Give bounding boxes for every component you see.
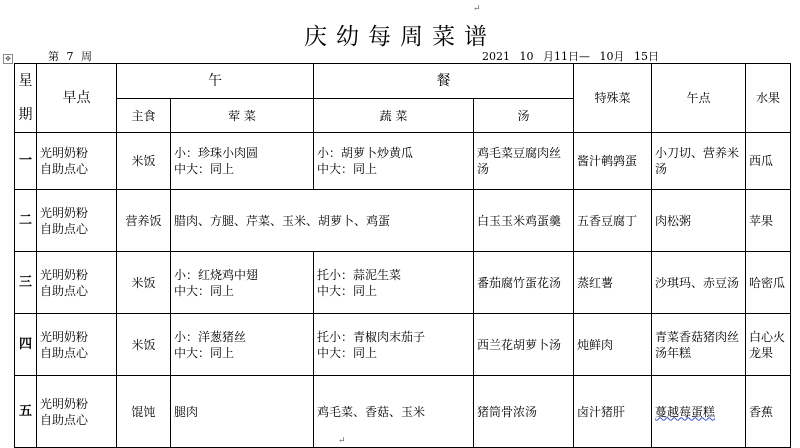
veg-line-1: 托小：蒜泥生菜 — [317, 267, 402, 282]
morning-line-2: 自助点心 — [40, 283, 89, 298]
table-row — [15, 133, 791, 190]
afternoon-cell: 蔓越莓蛋糕 — [652, 376, 746, 448]
table-move-handle-icon[interactable]: ✥ — [3, 54, 13, 64]
date-range — [482, 48, 665, 64]
afternoon-cell: 小刀切、营养米汤 — [652, 133, 746, 190]
meat-cell — [171, 314, 314, 376]
date-year: 2021 — [482, 50, 510, 63]
veg-cell: 鸡毛菜、香菇、玉米 — [314, 376, 474, 448]
soup-cell: 西兰花胡萝卜汤 — [474, 314, 574, 376]
day-cell: 五 — [15, 376, 37, 448]
page-title: 庆幼每周菜谱 — [304, 24, 496, 50]
veg-cell — [314, 133, 474, 190]
header-afternoon: 午点 — [652, 64, 746, 133]
special-cell: 五香豆腐丁 — [574, 190, 652, 252]
afternoon-cell: 肉松粥 — [652, 190, 746, 252]
soup-cell: 猪筒骨浓汤 — [474, 376, 574, 448]
morning-line-1: 光明奶粉 — [40, 205, 89, 220]
meat-line-2: 中大：同上 — [174, 283, 235, 298]
combined-dish-cell: 腊肉、方腿、芹菜、玉米、胡萝卜、鸡蛋 — [171, 190, 474, 252]
header-meat: 荤 菜 — [171, 99, 314, 133]
table-row — [15, 252, 791, 314]
day-cell: 四 — [15, 314, 37, 376]
meat-line-2: 中大：同上 — [174, 162, 235, 176]
paragraph-mark: ↵ — [338, 436, 346, 446]
morning-line-2: 自助点心 — [40, 412, 89, 427]
veg-cell — [314, 252, 474, 314]
morning-line-2: 自助点心 — [40, 345, 89, 360]
veg-line-2: 中大：同上 — [317, 162, 378, 176]
afternoon-cell: 沙琪玛、赤豆汤 — [652, 252, 746, 314]
special-cell: 炖鲜肉 — [574, 314, 652, 376]
veg-line-1: 小：胡萝卜炒黄瓜 — [317, 146, 414, 160]
header-weekday: 星期 — [15, 64, 37, 133]
staple-cell: 米饭 — [117, 133, 171, 190]
meat-line-2: 中大：同上 — [174, 345, 235, 360]
meat-line-1: 小：红烧鸡中翅 — [174, 267, 259, 282]
fruit-cell: 白心火龙果 — [746, 314, 791, 376]
day-cell: 二 — [15, 190, 37, 252]
veg-line-1: 托小：青椒肉末茄子 — [317, 329, 426, 344]
meat-line-1: 小：珍珠小肉圆 — [174, 146, 259, 160]
staple-cell: 馄饨 — [117, 376, 171, 448]
morning-line-2: 自助点心 — [40, 162, 89, 176]
soup-cell: 鸡毛菜豆腐肉丝汤 — [474, 133, 574, 190]
header-fruit: 水果 — [746, 64, 791, 133]
table-row — [15, 190, 791, 252]
veg-line-2: 中大：同上 — [317, 283, 378, 298]
meat-line-1: 小：洋葱猪丝 — [174, 329, 247, 344]
table-row — [15, 314, 791, 376]
header-morning: 早点 — [37, 64, 117, 133]
date-start-month: 10 — [519, 50, 534, 63]
morning-line-1: 光明奶粉 — [40, 329, 89, 344]
morning-cell — [37, 190, 117, 252]
afternoon-cell: 青菜香菇猪肉丝汤年糕 — [652, 314, 746, 376]
menu-table — [14, 63, 791, 448]
header-veg: 蔬 菜 — [314, 99, 474, 133]
fruit-cell: 哈密瓜 — [746, 252, 791, 314]
meat-cell — [171, 252, 314, 314]
morning-line-1: 光明奶粉 — [40, 146, 89, 160]
veg-line-2: 中大：同上 — [317, 345, 378, 360]
veg-cell — [314, 314, 474, 376]
meat-cell: 腿肉 — [171, 376, 314, 448]
header-row-1 — [15, 64, 791, 99]
staple-cell: 米饭 — [117, 314, 171, 376]
header-lunch-right: 餐 — [314, 64, 574, 99]
week-label — [48, 48, 92, 64]
date-end-day: 15日 — [634, 50, 659, 63]
paragraph-mark: ↵ — [473, 4, 481, 14]
morning-cell — [37, 314, 117, 376]
header-lunch-left: 午 — [117, 64, 314, 99]
special-cell: 酱汁鹌鹑蛋 — [574, 133, 652, 190]
date-end-month: 10月 — [599, 50, 625, 63]
header-soup: 汤 — [474, 99, 574, 133]
special-cell: 卤汁猪肝 — [574, 376, 652, 448]
special-cell: 蒸红薯 — [574, 252, 652, 314]
morning-cell — [37, 133, 117, 190]
week-suffix: 周 — [81, 50, 92, 63]
table-row — [15, 376, 791, 448]
soup-cell: 番茄腐竹蛋花汤 — [474, 252, 574, 314]
fruit-cell: 西瓜 — [746, 133, 791, 190]
week-number: 7 — [66, 50, 74, 63]
morning-cell — [37, 376, 117, 448]
morning-cell — [37, 252, 117, 314]
header-special: 特殊菜 — [574, 64, 652, 133]
fruit-cell: 苹果 — [746, 190, 791, 252]
meat-cell — [171, 133, 314, 190]
staple-cell: 营养饭 — [117, 190, 171, 252]
morning-line-1: 光明奶粉 — [40, 396, 89, 411]
morning-line-1: 光明奶粉 — [40, 267, 89, 282]
fruit-cell: 香蕉 — [746, 376, 791, 448]
morning-line-2: 自助点心 — [40, 221, 89, 236]
soup-cell: 白玉玉米鸡蛋羹 — [474, 190, 574, 252]
week-prefix: 第 — [48, 50, 59, 63]
day-cell: 一 — [15, 133, 37, 190]
day-cell: 三 — [15, 252, 37, 314]
header-staple: 主食 — [117, 99, 171, 133]
staple-cell: 米饭 — [117, 252, 171, 314]
date-start-day: 月11日— — [543, 50, 590, 63]
